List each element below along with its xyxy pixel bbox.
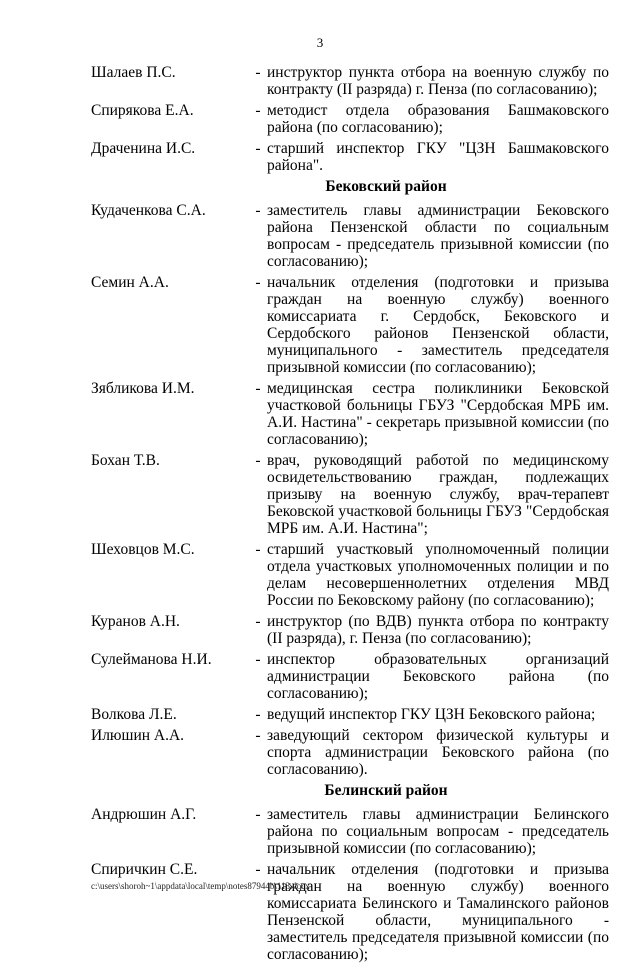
member-name: Илюшин А.А. (91, 727, 185, 744)
member-entry (91, 452, 611, 537)
member-entry (91, 274, 611, 376)
member-position: инструктор пункта отбора на военную службу по контракту (II разряда) г. Пенза (по согласованию); (267, 64, 609, 98)
member-name: Зябликова И.М. (91, 380, 195, 397)
member-entry (91, 64, 611, 98)
dash-separator: - (255, 140, 261, 157)
member-name: Кудаченкова С.А. (91, 202, 206, 219)
member-position: старший инспектор ГКУ "ЦЗН Башмаковского района". (267, 140, 609, 174)
member-entry (91, 541, 611, 609)
member-name: Андрюшин А.Г. (91, 806, 197, 823)
member-position: заместитель главы администрации Бековского района Пензенской области по социальным вопросам - председатель призывной комиссии (по согласованию); (267, 202, 609, 270)
dash-separator: - (255, 706, 261, 723)
dash-separator: - (255, 541, 261, 558)
member-name: Бохан Т.В. (91, 452, 160, 469)
member-position: врач, руководящий работой по медицинскому освидетельствованию граждан, подлежащих призыву на военную службу, врач-терапевт Бековской участковой больницы ГБУЗ "Сердобская МРБ им. А.И. Настина"; (267, 452, 609, 537)
dash-separator: - (255, 102, 261, 119)
dash-separator: - (255, 651, 261, 668)
member-name: Спирякова Е.А. (91, 102, 194, 119)
dash-separator: - (255, 202, 261, 219)
member-name: Волкова Л.Е. (91, 706, 177, 723)
member-entry (91, 202, 611, 270)
dash-separator: - (255, 613, 261, 630)
member-entry (91, 706, 611, 723)
dash-separator: - (255, 861, 261, 878)
district-heading: Бековский район (325, 178, 447, 195)
member-position: начальник отделения (подготовки и призыва граждан на военную службу) военного комиссариата г. Сердобск, Бековского и Сердобского районов Пензенской области, муниципального - заместитель председателя призывной комиссии (по согласованию); (267, 274, 609, 376)
dash-separator: - (255, 274, 261, 291)
member-position: заместитель главы администрации Белинского района по социальным вопросам - председатель призывной комиссии (по согласованию); (267, 806, 609, 857)
dash-separator: - (255, 380, 261, 397)
member-name: Спиричкин С.Е. (91, 861, 198, 878)
member-position: начальник отделения (подготовки и призыва граждан на военную службу) военного комиссариата Белинского и Тамалинского районов Пензенской области, муниципального - заместитель председателя призывной комиссии (по согласованию); (267, 861, 609, 963)
page-number: 3 (316, 35, 324, 50)
member-entry (91, 102, 611, 136)
file-path-footer: c:\users\shoroh~1\appdata\local\temp\notes87944b\113.docx (91, 881, 310, 891)
dash-separator: - (255, 727, 261, 744)
member-name: Драченина И.С. (91, 140, 196, 157)
member-name: Шеховцов М.С. (91, 541, 195, 558)
member-entry (91, 140, 611, 174)
member-name: Семин А.А. (91, 274, 169, 291)
member-position: инспектор образовательных организаций администрации Бековского района (по согласованию); (267, 651, 609, 702)
member-name: Куранов А.Н. (91, 613, 180, 630)
member-position: заведующий сектором физической культуры и спорта администрации Бековского района (по согласованию). (267, 727, 609, 778)
member-position: ведущий инспектор ГКУ ЦЗН Бековского района; (267, 706, 596, 723)
dash-separator: - (255, 806, 261, 823)
member-position: старший участковый уполномоченный полиции отдела участковых уполномоченных полиции и по делам несовершеннолетних отделения МВД России по Бековскому району (по согласованию); (267, 541, 609, 609)
member-entry (91, 806, 611, 857)
member-position: инструктор (по ВДВ) пункта отбора по контракту (II разряда), г. Пенза (по согласованию); (267, 613, 609, 647)
dash-separator: - (255, 452, 261, 469)
member-position: методист отдела образования Башмаковского района (по согласованию); (267, 102, 609, 136)
member-entry (91, 613, 611, 647)
dash-separator: - (255, 64, 261, 81)
member-entry (91, 861, 611, 963)
member-name: Шалаев П.С. (91, 64, 176, 81)
member-name: Сулейманова Н.И. (91, 651, 212, 668)
member-entry (91, 651, 611, 702)
district-heading: Белинский район (324, 782, 448, 799)
member-position: медицинская сестра поликлиники Бековской участковой больницы ГБУЗ "Сердобская МРБ им. А.И. Настина" - секретарь призывной комиссии (по согласованию); (267, 380, 609, 448)
commission-list (91, 64, 611, 967)
member-entry (91, 380, 611, 448)
member-entry (91, 727, 611, 778)
